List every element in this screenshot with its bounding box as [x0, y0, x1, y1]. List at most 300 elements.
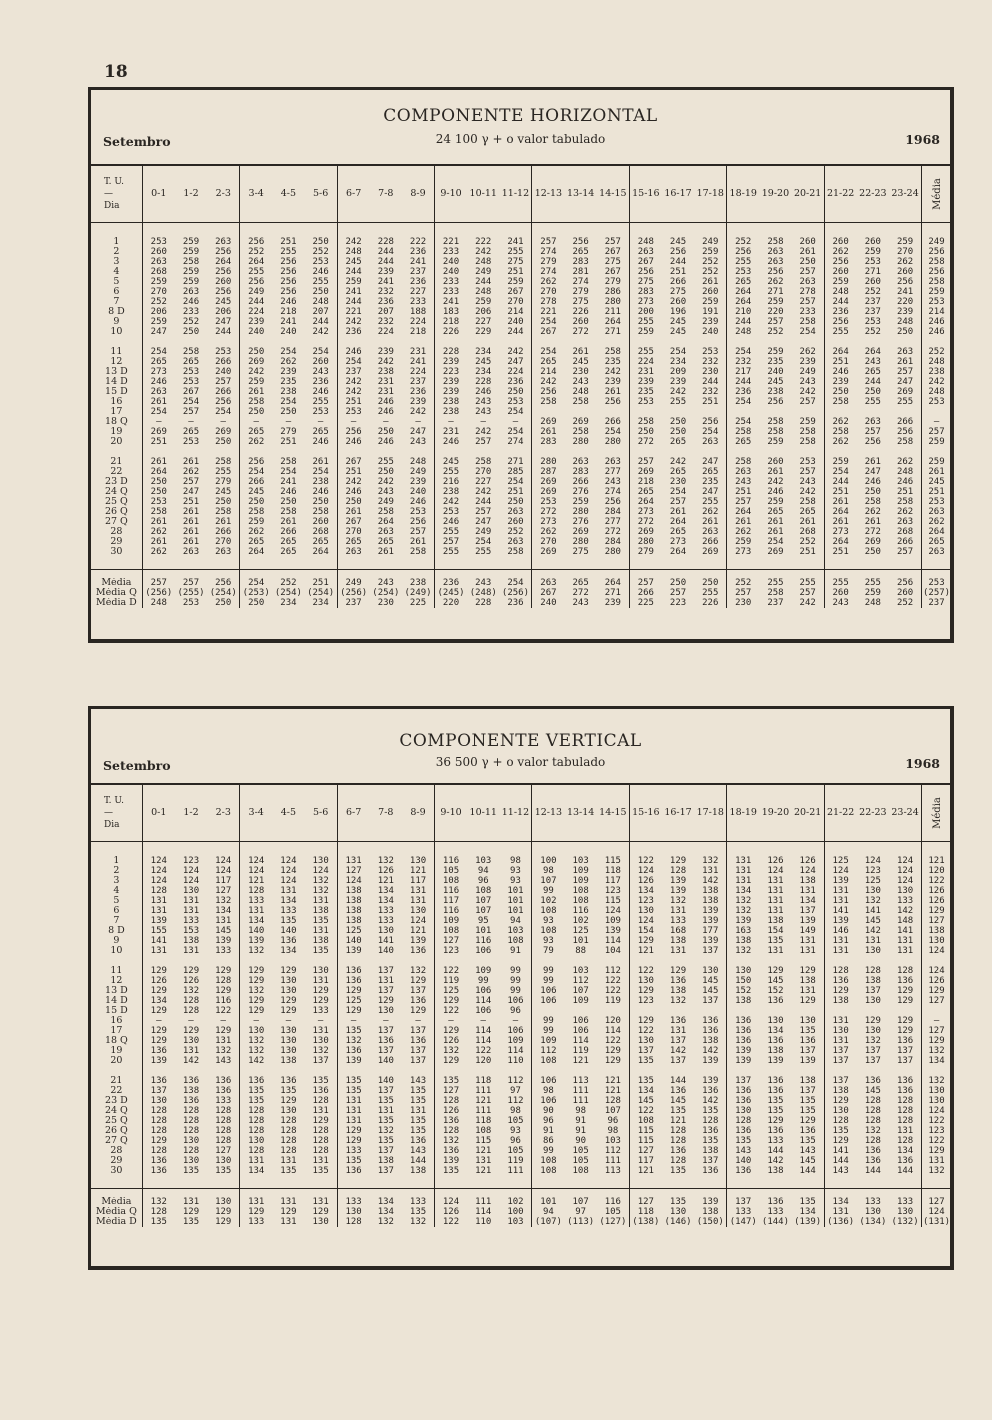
value-cell: 145 — [629, 1096, 661, 1106]
value-cell: 130 — [702, 966, 719, 976]
value-cell: 134 — [799, 1207, 816, 1217]
value-cell: 269 — [532, 547, 564, 557]
value-cell: 128 — [864, 1096, 881, 1106]
value-cell: 131 — [337, 1096, 369, 1106]
value-cell: 259 — [824, 457, 856, 467]
value-cell: 124 — [435, 1197, 467, 1207]
value-cell: 139 — [799, 916, 816, 926]
value-cell: 127 — [435, 936, 467, 946]
value-cell: 128 — [240, 1146, 272, 1156]
value-cell: 258 — [824, 427, 856, 437]
value-cell: 134 — [240, 916, 272, 926]
value-cell: 242 — [669, 457, 687, 467]
value-cell: 144 — [824, 1156, 856, 1166]
value-cell: 130 — [727, 966, 759, 976]
value-cell: 108 — [475, 1126, 492, 1136]
value-cell: 136 — [896, 976, 914, 986]
value-cell: 132 — [864, 896, 881, 906]
value-cell: 258 — [377, 507, 394, 517]
value-cell: 128 — [182, 1146, 200, 1156]
value-cell: 131 — [280, 1197, 297, 1207]
value-cell: 263 — [629, 247, 661, 257]
value-cell: (253) — [240, 588, 272, 598]
value-cell: 258 — [215, 507, 232, 517]
value-cell: 260 — [864, 277, 881, 287]
value-cell: 135 — [409, 1086, 427, 1096]
value-cell: 131 — [280, 1156, 297, 1166]
value-cell: 128 — [280, 1136, 297, 1146]
hour-header: 3-4 — [240, 166, 272, 223]
value-cell: 239 — [604, 598, 621, 608]
value-cell: 258 — [280, 457, 297, 467]
value-cell: 259 — [702, 247, 719, 257]
value-cell: 263 — [142, 257, 174, 267]
value-cell: 265 — [337, 537, 369, 547]
table-row — [91, 507, 951, 517]
table-header — [91, 709, 950, 785]
value-cell: 243 — [475, 397, 492, 407]
value-cell: 112 — [507, 1096, 524, 1106]
value-cell: 138 — [337, 896, 369, 906]
value-cell: 132 — [727, 946, 759, 956]
value-cell: 105 — [435, 866, 467, 876]
value-cell: 139 — [727, 1056, 759, 1066]
value-cell: 129 — [669, 856, 687, 866]
value-cell: 136 — [337, 1166, 369, 1176]
value-cell: 129 — [312, 1116, 329, 1126]
value-cell: 123 — [435, 946, 467, 956]
value-cell: 135 — [702, 1106, 719, 1116]
value-cell: 261 — [377, 547, 394, 557]
value-cell — [759, 407, 791, 417]
value-cell: 247 — [896, 377, 914, 387]
value-cell: 132 — [435, 1136, 467, 1146]
value-cell: 124 — [280, 866, 297, 876]
value-cell: 103 — [572, 966, 589, 976]
value-cell: 256 — [896, 427, 914, 437]
day-cell: 11 — [110, 966, 123, 976]
value-cell: — — [188, 1016, 194, 1026]
value-cell: 136 — [767, 1197, 784, 1207]
value-cell: 129 — [896, 996, 914, 1006]
value-cell: 139 — [337, 946, 369, 956]
value-cell: 257 — [435, 537, 467, 547]
value-cell: 245 — [240, 487, 272, 497]
value-cell: 103 — [604, 1136, 621, 1146]
value-cell: 264 — [727, 507, 759, 517]
value-cell: 130 — [215, 1156, 232, 1166]
value-cell: 128 — [312, 1146, 329, 1156]
value-cell: 248 — [572, 387, 589, 397]
day-cell: 30 — [110, 1166, 123, 1176]
value-cell: 258 — [824, 397, 856, 407]
value-cell: 259 — [337, 277, 369, 287]
value-cell: 239 — [435, 377, 467, 387]
value-cell — [662, 407, 694, 417]
value-cell: 102 — [572, 916, 589, 926]
day-cell: Média Q — [95, 1207, 137, 1217]
value-cell: 252 — [727, 237, 759, 247]
value-cell: 124 — [280, 856, 297, 866]
value-cell: 236 — [824, 307, 856, 317]
value-cell: 125 — [435, 986, 467, 996]
table-row — [91, 876, 951, 886]
value-cell: 256 — [604, 397, 621, 407]
value-cell: 256 — [215, 247, 232, 257]
value-cell: 107 — [572, 1197, 589, 1207]
value-cell: 246 — [896, 477, 914, 487]
value-cell: 136 — [669, 1086, 687, 1096]
value-cell: 106 — [532, 996, 564, 1006]
value-cell: 109 — [572, 866, 589, 876]
value-cell: 238 — [409, 578, 427, 588]
value-cell: 138 — [767, 1166, 784, 1176]
value-cell: 108 — [572, 1166, 589, 1176]
value-cell: 145 — [669, 1096, 687, 1106]
table-row — [91, 277, 951, 287]
value-cell: — — [512, 417, 519, 427]
value-cell: 242 — [337, 237, 369, 247]
value-cell: 136 — [896, 1036, 914, 1046]
value-cell: 129 — [604, 1046, 621, 1056]
value-cell: 271 — [864, 267, 881, 277]
value-cell: 258 — [922, 277, 951, 287]
value-cell: 134 — [922, 1056, 951, 1066]
day-cell: 14 D — [105, 377, 128, 387]
value-cell: 128 — [896, 966, 914, 976]
value-cell: 256 — [280, 287, 297, 297]
value-cell: — — [142, 1016, 174, 1026]
value-cell: 260 — [824, 588, 856, 598]
value-cell: 267 — [532, 588, 564, 598]
value-cell: 131 — [824, 936, 856, 946]
value-cell — [694, 407, 726, 417]
value-cell: — — [285, 1016, 292, 1026]
value-cell: 129 — [142, 966, 174, 976]
value-cell: 267 — [507, 287, 524, 297]
value-cell: 131 — [475, 1156, 492, 1166]
value-cell: 246 — [312, 437, 329, 447]
value-cell: 128 — [182, 1106, 200, 1116]
value-cell: 252 — [864, 327, 881, 337]
value-cell: 259 — [182, 247, 200, 257]
value-cell: 137 — [864, 986, 881, 996]
value-cell: 247 — [142, 327, 174, 337]
value-cell: 108 — [507, 936, 524, 946]
value-cell — [629, 407, 661, 417]
value-cell: 258 — [767, 588, 784, 598]
value-cell: 271 — [767, 287, 784, 297]
value-cell: 270 — [215, 537, 232, 547]
value-cell: 127 — [435, 1086, 467, 1096]
value-cell: 255 — [669, 397, 687, 407]
value-cell: 123 — [629, 896, 661, 906]
value-cell: 250 — [312, 287, 329, 297]
value-cell: 123 — [604, 886, 621, 896]
value-cell: 123 — [864, 866, 881, 876]
value-cell: 281 — [572, 267, 589, 277]
value-cell: 211 — [604, 307, 621, 317]
value-cell: 262 — [824, 417, 856, 427]
value-cell: 120 — [475, 1056, 492, 1066]
value-cell: 129 — [280, 966, 297, 976]
value-cell: 244 — [377, 257, 394, 267]
value-cell: 137 — [799, 1046, 816, 1056]
value-cell: 280 — [604, 297, 621, 307]
table-row — [91, 307, 951, 317]
value-cell: 106 — [532, 1096, 564, 1106]
value-cell: 247 — [702, 457, 719, 467]
value-cell: 129 — [922, 986, 951, 996]
value-cell: 128 — [896, 1116, 914, 1126]
value-cell: 111 — [572, 1096, 589, 1106]
value-cell: 138 — [824, 996, 856, 1006]
value-cell: 253 — [409, 507, 427, 517]
value-cell: 130 — [240, 1026, 272, 1036]
value-cell: 266 — [604, 417, 621, 427]
value-cell: 137 — [896, 1056, 914, 1066]
value-cell: (248) — [469, 588, 497, 598]
value-cell: 256 — [629, 267, 661, 277]
hour-header: 21-22 — [824, 785, 856, 842]
value-cell: 136 — [669, 1146, 687, 1156]
value-cell: 124 — [142, 856, 174, 866]
value-cell: 115 — [604, 856, 621, 866]
day-cell: 16 — [110, 397, 123, 407]
value-cell: 137 — [669, 1036, 687, 1046]
value-cell: 228 — [475, 377, 492, 387]
value-cell: 236 — [727, 387, 759, 397]
value-cell: 246 — [409, 497, 427, 507]
value-cell: 255 — [507, 247, 524, 257]
value-cell: 128 — [142, 886, 174, 896]
value-cell: 128 — [142, 1126, 174, 1136]
value-cell: 249 — [799, 367, 816, 377]
value-cell: 233 — [435, 277, 467, 287]
value-cell: 270 — [532, 287, 564, 297]
value-cell: 126 — [922, 976, 951, 986]
value-cell: 267 — [532, 327, 564, 337]
value-cell: 256 — [896, 578, 914, 588]
value-cell: 272 — [629, 517, 661, 527]
value-cell: 244 — [240, 297, 272, 307]
value-cell: 96 — [477, 876, 489, 886]
value-cell: 255 — [824, 578, 856, 588]
value-cell: 129 — [824, 1096, 856, 1106]
value-cell: 140 — [377, 1076, 394, 1086]
value-cell: 231 — [435, 427, 467, 437]
value-cell: 265 — [864, 367, 881, 377]
value-cell: 254 — [532, 317, 564, 327]
value-cell: 116 — [435, 906, 467, 916]
value-cell: 230 — [669, 477, 687, 487]
value-cell: 243 — [799, 477, 816, 487]
value-cell: 242 — [377, 477, 394, 487]
value-cell: 255 — [629, 347, 661, 357]
value-cell: 127 — [922, 996, 951, 1006]
day-cell: 12 — [110, 357, 123, 367]
value-cell: 138 — [799, 1076, 816, 1086]
value-cell: 269 — [767, 547, 784, 557]
value-cell: 237 — [864, 297, 881, 307]
value-cell: 136 — [409, 946, 427, 956]
value-cell — [792, 407, 824, 417]
value-cell: 124 — [280, 876, 297, 886]
value-cell: 139 — [669, 886, 687, 896]
value-cell: 117 — [409, 876, 427, 886]
value-cell: — — [188, 417, 194, 427]
value-cell: 116 — [604, 1197, 621, 1207]
value-cell: 250 — [215, 497, 232, 507]
value-cell: 242 — [799, 598, 816, 608]
value-cell: 246 — [922, 327, 951, 337]
value-cell: 256 — [215, 287, 232, 297]
value-cell: 119 — [507, 1156, 524, 1166]
value-cell: 138 — [669, 986, 687, 996]
value-cell: 265 — [727, 277, 759, 287]
value-cell: 130 — [182, 1136, 200, 1146]
value-cell: 121 — [409, 926, 427, 936]
value-cell: 129 — [767, 1116, 784, 1126]
value-cell: 262 — [532, 277, 564, 287]
value-cell — [662, 1006, 694, 1016]
value-cell: 126 — [767, 856, 784, 866]
hour-header: 12-13 — [532, 785, 564, 842]
value-cell: 276 — [572, 517, 589, 527]
value-cell: 243 — [377, 487, 394, 497]
value-cell: 261 — [182, 517, 200, 527]
value-cell: 91 — [575, 1126, 587, 1136]
value-cell: 136 — [799, 1036, 816, 1046]
value-cell: 135 — [215, 1166, 232, 1176]
hour-header: 23-24 — [889, 166, 921, 223]
day-cell: 29 — [110, 537, 123, 547]
table-row — [91, 407, 951, 417]
hour-header: 15-16 — [629, 166, 661, 223]
table-row — [91, 916, 951, 926]
value-cell: 121 — [629, 1166, 661, 1176]
value-cell: 242 — [409, 407, 427, 417]
value-cell: 257 — [532, 237, 564, 247]
spacer-row — [91, 570, 951, 579]
value-cell: 258 — [799, 437, 816, 447]
value-cell: 259 — [240, 377, 272, 387]
value-cell: 132 — [312, 886, 329, 896]
value-cell: 139 — [409, 936, 427, 946]
value-cell: 136 — [727, 1086, 759, 1096]
value-cell: 129 — [629, 936, 661, 946]
value-cell — [759, 1006, 791, 1016]
value-cell: 132 — [240, 946, 272, 956]
value-cell: 130 — [312, 1036, 329, 1046]
value-cell: 230 — [727, 598, 759, 608]
value-cell: 101 — [507, 896, 524, 906]
value-cell: 218 — [629, 477, 661, 487]
value-cell: 242 — [337, 317, 369, 327]
value-cell: 130 — [864, 1026, 881, 1036]
value-cell: 139 — [142, 916, 174, 926]
value-cell: 152 — [727, 986, 759, 996]
value-cell: 249 — [337, 578, 369, 588]
dia-label: Dia — [104, 201, 120, 211]
value-cell: 131 — [409, 896, 427, 906]
value-cell: 129 — [142, 1026, 174, 1036]
value-cell — [532, 407, 564, 417]
value-cell: 249 — [922, 237, 951, 247]
value-cell: 241 — [280, 317, 297, 327]
value-cell: 99 — [532, 1146, 564, 1156]
value-cell: 136 — [312, 1086, 329, 1096]
value-cell: 98 — [532, 1086, 564, 1096]
mean-column-header — [922, 166, 951, 223]
value-cell: 244 — [215, 327, 232, 337]
value-cell: 138 — [182, 1086, 200, 1096]
value-cell: 257 — [767, 317, 784, 327]
value-cell: 260 — [507, 517, 524, 527]
value-cell: 240 — [409, 487, 427, 497]
value-cell: 262 — [799, 347, 816, 357]
value-cell: 238 — [922, 367, 951, 377]
day-cell: Média Q — [95, 588, 137, 598]
value-cell: 280 — [572, 507, 589, 517]
value-cell: 131 — [799, 936, 816, 946]
value-cell: 124 — [215, 856, 232, 866]
value-cell: 128 — [240, 1126, 272, 1136]
table-title: COMPONENTE VERTICAL — [399, 731, 642, 751]
value-cell: 131 — [312, 1026, 329, 1036]
value-cell: 136 — [767, 1126, 784, 1136]
value-cell: 262 — [922, 517, 951, 527]
value-cell: 278 — [532, 297, 564, 307]
value-cell: 249 — [409, 467, 427, 477]
value-cell — [629, 1006, 661, 1016]
value-cell: 266 — [280, 527, 297, 537]
hour-header: 3-4 — [240, 785, 272, 842]
value-cell: — — [240, 417, 272, 427]
value-cell: 250 — [312, 237, 329, 247]
table-title: COMPONENTE HORIZONTAL — [383, 106, 658, 126]
hour-header: 11-12 — [499, 785, 531, 842]
value-cell: 136 — [182, 1076, 200, 1086]
value-cell: 90 — [532, 1106, 564, 1116]
value-cell: 131 — [240, 906, 272, 916]
value-cell: 287 — [532, 467, 564, 477]
value-cell: 251 — [824, 487, 856, 497]
value-cell: 139 — [767, 1056, 784, 1066]
value-cell: 259 — [864, 588, 881, 598]
value-cell: 256 — [280, 257, 297, 267]
value-cell: 108 — [572, 896, 589, 906]
value-cell: 136 — [864, 1146, 881, 1156]
value-cell: 254 — [507, 477, 524, 487]
value-cell: 135 — [312, 1166, 329, 1176]
value-cell: 232 — [377, 287, 394, 297]
value-cell: 264 — [604, 317, 621, 327]
value-cell: 264 — [824, 347, 856, 357]
value-cell — [727, 1006, 759, 1016]
hour-header: 6-7 — [337, 166, 369, 223]
value-cell: 248 — [922, 357, 951, 367]
value-cell: 266 — [702, 537, 719, 547]
value-cell: 131 — [824, 1207, 856, 1217]
value-cell: — — [240, 1016, 272, 1026]
value-cell: 126 — [435, 1207, 467, 1217]
value-cell: 139 — [435, 1156, 467, 1166]
value-cell: 252 — [896, 598, 914, 608]
value-cell: 145 — [799, 1156, 816, 1166]
value-cell: 223 — [669, 598, 687, 608]
value-cell: 256 — [922, 247, 951, 257]
